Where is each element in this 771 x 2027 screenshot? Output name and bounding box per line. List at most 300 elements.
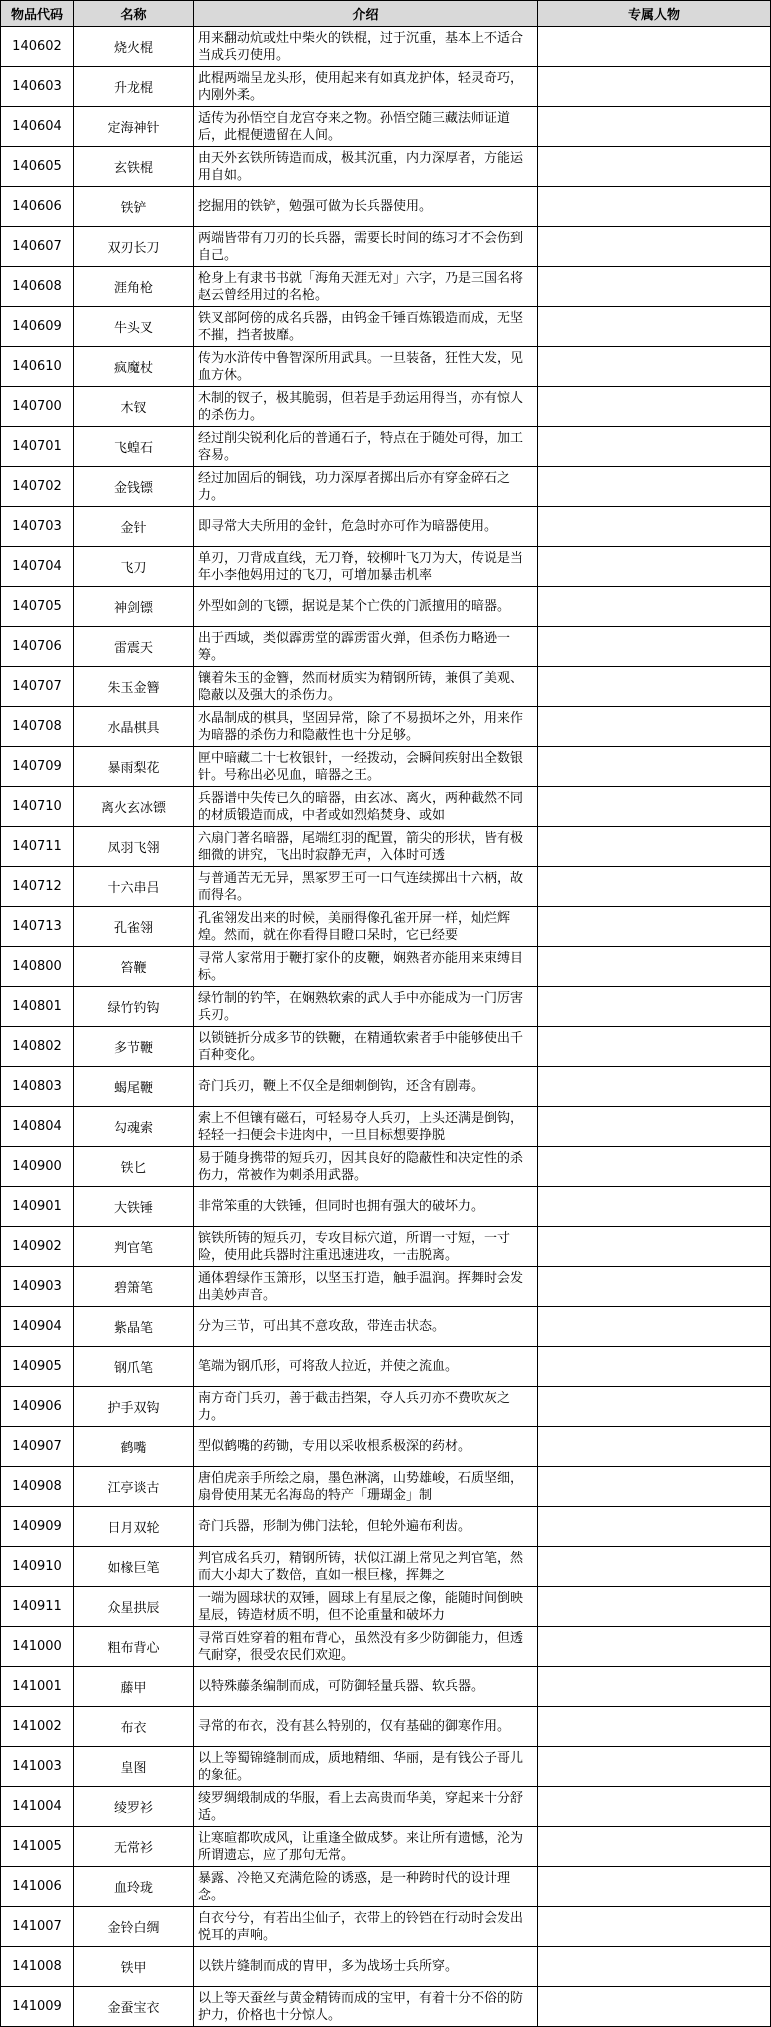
item-name-cell: 玄铁棍 xyxy=(74,147,194,187)
item-code-cell: 141005 xyxy=(1,1827,74,1867)
item-desc-cell xyxy=(194,1027,538,1067)
item-desc-text: 此棍两端呈龙头形，使用起来有如真龙护体，轻灵奇巧，内刚外柔。 xyxy=(198,70,524,103)
table-row xyxy=(1,1067,771,1107)
table-row xyxy=(1,1867,771,1907)
item-owner-cell xyxy=(538,1587,771,1627)
item-owner-cell xyxy=(538,867,771,907)
item-desc-cell xyxy=(194,867,538,907)
item-desc-text: 即寻常大夫所用的金针，危急时亦可作为暗器使用。 xyxy=(198,519,498,534)
item-code-cell: 140710 xyxy=(1,787,74,827)
header-desc: 介绍 xyxy=(194,1,538,27)
item-owner-cell xyxy=(538,507,771,547)
item-name-cell: 众星拱辰 xyxy=(74,1587,194,1627)
table-row xyxy=(1,1827,771,1867)
table-row xyxy=(1,1627,771,1667)
item-desc-text: 两端皆带有刀刃的长兵器，需要长时间的练习才不会伤到自己。 xyxy=(198,230,524,263)
item-name-cell: 蝎尾鞭 xyxy=(74,1067,194,1107)
item-name-cell: 飞蝗石 xyxy=(74,427,194,467)
table-row xyxy=(1,1987,771,2027)
item-desc-cell xyxy=(194,1067,538,1107)
table-row xyxy=(1,867,771,907)
item-desc-cell xyxy=(194,1947,538,1987)
item-code-cell: 141008 xyxy=(1,1947,74,1987)
table-row xyxy=(1,267,771,307)
item-name-cell: 绿竹钓钩 xyxy=(74,987,194,1027)
item-name-cell: 牛头叉 xyxy=(74,307,194,347)
item-desc-cell xyxy=(194,1347,538,1387)
item-name-cell: 暴雨梨花 xyxy=(74,747,194,787)
table-row xyxy=(1,67,771,107)
item-desc-text: 镔铁所铸的短兵刃，专攻目标穴道，所谓一寸短，一寸险，使用此兵器时注重迅速进攻，一击脱离。 xyxy=(198,1230,511,1263)
item-code-cell: 140709 xyxy=(1,747,74,787)
item-name-cell: 金铃白绸 xyxy=(74,1907,194,1947)
item-owner-cell xyxy=(538,947,771,987)
item-desc-text: 兵器谱中失传已久的暗器，由玄冰、离火，两种截然不同的材质锻造而成，中者或如烈焰焚身、或如 xyxy=(198,790,524,823)
item-desc-cell xyxy=(194,627,538,667)
table-row xyxy=(1,227,771,267)
item-code-cell: 140602 xyxy=(1,27,74,67)
item-code-cell: 140903 xyxy=(1,1267,74,1307)
item-name-cell: 无常衫 xyxy=(74,1827,194,1867)
item-code-cell: 140712 xyxy=(1,867,74,907)
item-desc-cell xyxy=(194,67,538,107)
item-desc-text: 暴露、冷艳又充满危险的诱惑，是一种跨时代的设计理念。 xyxy=(198,1870,511,1903)
item-desc-cell xyxy=(194,1627,538,1667)
item-desc-text: 出于西域，类似霹雳堂的霹雳雷火弹，但杀伤力略逊一筹。 xyxy=(198,630,511,663)
item-desc-cell xyxy=(194,1907,538,1947)
item-desc-text: 枪身上有隶书书就「海角天涯无对」六字，乃是三国名将赵云曾经用过的名枪。 xyxy=(198,270,524,303)
item-desc-text: 寻常百姓穿着的粗布背心，虽然没有多少防御能力，但透气耐穿，很受农民们欢迎。 xyxy=(198,1630,524,1663)
item-code-cell: 141007 xyxy=(1,1907,74,1947)
item-name-cell: 大铁锤 xyxy=(74,1187,194,1227)
item-code-cell: 140700 xyxy=(1,387,74,427)
item-owner-cell xyxy=(538,1747,771,1787)
item-owner-cell xyxy=(538,1867,771,1907)
table-row xyxy=(1,787,771,827)
item-code-cell: 140905 xyxy=(1,1347,74,1387)
item-code-cell: 140910 xyxy=(1,1547,74,1587)
item-desc-cell xyxy=(194,1427,538,1467)
item-name-cell: 布衣 xyxy=(74,1707,194,1747)
item-desc-cell xyxy=(194,1467,538,1507)
item-desc-text: 绿竹制的钓竿，在娴熟软索的武人手中亦能成为一门厉害兵刃。 xyxy=(198,990,524,1023)
item-name-cell: 皇图 xyxy=(74,1747,194,1787)
item-desc-text: 寻常的布衣，没有甚么特别的，仅有基础的御寒作用。 xyxy=(198,1719,511,1734)
item-owner-cell xyxy=(538,1027,771,1067)
item-name-cell: 钢爪笔 xyxy=(74,1347,194,1387)
item-desc-cell xyxy=(194,1147,538,1187)
item-name-cell: 雷震天 xyxy=(74,627,194,667)
item-desc-cell xyxy=(194,107,538,147)
item-owner-cell xyxy=(538,227,771,267)
item-name-cell: 护手双钩 xyxy=(74,1387,194,1427)
item-code-cell: 140605 xyxy=(1,147,74,187)
item-code-cell: 141001 xyxy=(1,1667,74,1707)
item-desc-text: 笔端为钢爪形，可将敌人拉近，并使之流血。 xyxy=(198,1359,459,1374)
item-code-cell: 140705 xyxy=(1,587,74,627)
item-owner-cell xyxy=(538,827,771,867)
header-name: 名称 xyxy=(74,1,194,27)
table-row xyxy=(1,547,771,587)
table-row xyxy=(1,107,771,147)
item-desc-text: 非常笨重的大铁锤，但同时也拥有强大的破坏力。 xyxy=(198,1199,485,1214)
table-row xyxy=(1,1667,771,1707)
item-desc-cell xyxy=(194,587,538,627)
item-owner-cell xyxy=(538,987,771,1027)
item-desc-cell xyxy=(194,27,538,67)
item-name-cell: 日月双轮 xyxy=(74,1507,194,1547)
item-code-cell: 140803 xyxy=(1,1067,74,1107)
item-desc-cell xyxy=(194,347,538,387)
table-row xyxy=(1,1747,771,1787)
item-name-cell: 木钗 xyxy=(74,387,194,427)
item-owner-cell xyxy=(538,787,771,827)
item-desc-text: 以上等蜀锦缝制而成，质地精细、华丽，是有钱公子哥儿的象征。 xyxy=(198,1750,524,1783)
item-code-cell: 141000 xyxy=(1,1627,74,1667)
item-code-cell: 140702 xyxy=(1,467,74,507)
item-code-cell: 140706 xyxy=(1,627,74,667)
item-desc-text: 以上等天蚕丝与黄金精铸而成的宝甲，有着十分不俗的防护力，价格也十分惊人。 xyxy=(198,1990,524,2023)
table-row xyxy=(1,427,771,467)
item-name-cell: 判官笔 xyxy=(74,1227,194,1267)
item-desc-text: 一端为圆球状的双锤，圆球上有星辰之像，能随时间倒映星辰，铸造材质不明，但不论重量和破坏力 xyxy=(198,1590,524,1623)
item-desc-cell xyxy=(194,1107,538,1147)
item-owner-cell xyxy=(538,1947,771,1987)
item-desc-cell xyxy=(194,1827,538,1867)
item-code-cell: 141003 xyxy=(1,1747,74,1787)
header-owner: 专属人物 xyxy=(538,1,771,27)
item-owner-cell xyxy=(538,747,771,787)
item-code-cell: 140911 xyxy=(1,1587,74,1627)
item-code-cell: 140802 xyxy=(1,1027,74,1067)
table-row xyxy=(1,307,771,347)
item-desc-cell xyxy=(194,227,538,267)
table-row xyxy=(1,587,771,627)
item-desc-cell xyxy=(194,1987,538,2027)
item-owner-cell xyxy=(538,1427,771,1467)
item-owner-cell xyxy=(538,1267,771,1307)
item-desc-cell xyxy=(194,467,538,507)
item-name-cell: 粗布背心 xyxy=(74,1627,194,1667)
item-desc-text: 型似鹤嘴的药锄，专用以采收根系极深的药材。 xyxy=(198,1439,472,1454)
item-owner-cell xyxy=(538,387,771,427)
item-name-cell: 江亭谈古 xyxy=(74,1467,194,1507)
item-desc-cell xyxy=(194,147,538,187)
item-owner-cell xyxy=(538,267,771,307)
item-owner-cell xyxy=(538,187,771,227)
item-name-cell: 双刃长刀 xyxy=(74,227,194,267)
item-name-cell: 鹤嘴 xyxy=(74,1427,194,1467)
item-desc-text: 寻常人家常用于鞭打家仆的皮鞭，娴熟者亦能用来束缚目标。 xyxy=(198,950,524,983)
item-owner-cell xyxy=(538,707,771,747)
item-desc-cell xyxy=(194,547,538,587)
item-desc-cell xyxy=(194,187,538,227)
item-owner-cell xyxy=(538,1467,771,1507)
table-row xyxy=(1,1107,771,1147)
item-desc-text: 匣中暗藏二十七枚银针，一经拨动，会瞬间疾射出全数银针。号称出必见血，暗器之王。 xyxy=(198,750,524,783)
item-code-cell: 140901 xyxy=(1,1187,74,1227)
table-row xyxy=(1,627,771,667)
item-name-cell: 金针 xyxy=(74,507,194,547)
table-row xyxy=(1,187,771,227)
item-desc-text: 传为水浒传中鲁智深所用武具。一旦装备，狂性大发，见血方休。 xyxy=(198,350,524,383)
item-owner-cell xyxy=(538,1307,771,1347)
table-row xyxy=(1,507,771,547)
item-desc-cell xyxy=(194,947,538,987)
item-owner-cell xyxy=(538,667,771,707)
table-row xyxy=(1,1147,771,1187)
item-name-cell: 水晶棋具 xyxy=(74,707,194,747)
table-row xyxy=(1,1267,771,1307)
item-code-cell: 140610 xyxy=(1,347,74,387)
table-row xyxy=(1,1027,771,1067)
item-owner-cell xyxy=(538,1387,771,1427)
table-body xyxy=(1,27,771,2027)
item-name-cell: 涯角枪 xyxy=(74,267,194,307)
item-name-cell: 离火玄冰镖 xyxy=(74,787,194,827)
item-code-cell: 140906 xyxy=(1,1387,74,1427)
item-desc-cell xyxy=(194,1267,538,1307)
item-desc-text: 奇门兵刃，鞭上不仅全是细刺倒钩，还含有剧毒。 xyxy=(198,1079,485,1094)
item-code-cell: 141004 xyxy=(1,1787,74,1827)
item-code-cell: 141006 xyxy=(1,1867,74,1907)
table-row xyxy=(1,1387,771,1427)
item-desc-text: 孔雀翎发出来的时候，美丽得像孔雀开屏一样，灿烂辉煌。然而，就在你看得目瞪口呆时，它已经要 xyxy=(198,910,511,943)
item-owner-cell xyxy=(538,1507,771,1547)
item-desc-text: 以特殊藤条编制而成，可防御轻量兵器、软兵器。 xyxy=(198,1679,485,1694)
item-desc-text: 水晶制成的棋具，坚固异常，除了不易损坏之外，用来作为暗器的杀伤力和隐蔽性也十分足够。 xyxy=(198,710,524,743)
item-desc-cell xyxy=(194,307,538,347)
item-owner-cell xyxy=(538,1907,771,1947)
item-code-cell: 140604 xyxy=(1,107,74,147)
header-code: 物品代码 xyxy=(1,1,74,27)
item-desc-text: 挖掘用的铁铲，勉强可做为长兵器使用。 xyxy=(198,199,433,214)
item-desc-text: 用来翻动炕或灶中柴火的铁棍，过于沉重，基本上不适合当成兵刃使用。 xyxy=(198,30,524,63)
table-row xyxy=(1,947,771,987)
item-code-cell: 140704 xyxy=(1,547,74,587)
item-desc-cell xyxy=(194,987,538,1027)
table-row xyxy=(1,707,771,747)
item-desc-cell xyxy=(194,667,538,707)
item-owner-cell xyxy=(538,147,771,187)
item-desc-text: 木制的钗子，极其脆弱，但若是手劲运用得当，亦有惊人的杀伤力。 xyxy=(198,390,524,423)
item-desc-cell xyxy=(194,1387,538,1427)
item-owner-cell xyxy=(538,907,771,947)
table-row xyxy=(1,147,771,187)
item-desc-text: 通体碧绿作玉箫形，以坚玉打造，触手温润。挥舞时会发出美妙声音。 xyxy=(198,1270,524,1303)
item-code-cell: 140904 xyxy=(1,1307,74,1347)
item-desc-text: 绫罗绸缎制成的华服，看上去高贵而华美，穿起来十分舒适。 xyxy=(198,1790,524,1823)
item-desc-text: 让寒暄都吹成风，让重逢全做成梦。来让所有遗憾，沦为所谓遗忘，应了那句无常。 xyxy=(198,1830,524,1863)
table-row xyxy=(1,1307,771,1347)
item-desc-text: 经过削尖锐利化后的普通石子，特点在于随处可得，加工容易。 xyxy=(198,430,524,463)
item-owner-cell xyxy=(538,307,771,347)
item-owner-cell xyxy=(538,1347,771,1387)
item-desc-cell xyxy=(194,1667,538,1707)
item-code-cell: 140708 xyxy=(1,707,74,747)
item-owner-cell xyxy=(538,1827,771,1867)
item-code-cell: 140907 xyxy=(1,1427,74,1467)
item-owner-cell xyxy=(538,1707,771,1747)
item-desc-text: 南方奇门兵刃，善于截击挡架，夺人兵刃亦不费吹灰之力。 xyxy=(198,1390,511,1423)
item-desc-cell xyxy=(194,427,538,467)
table-row xyxy=(1,667,771,707)
item-code-cell: 140909 xyxy=(1,1507,74,1547)
header-row xyxy=(1,1,771,27)
item-code-cell: 140603 xyxy=(1,67,74,107)
table-row xyxy=(1,827,771,867)
item-code-cell: 140609 xyxy=(1,307,74,347)
item-name-cell: 铁匕 xyxy=(74,1147,194,1187)
item-desc-cell xyxy=(194,1787,538,1827)
item-name-cell: 金钱镖 xyxy=(74,467,194,507)
item-name-cell: 铁铲 xyxy=(74,187,194,227)
item-name-cell: 如椽巨笔 xyxy=(74,1547,194,1587)
item-name-cell: 定海神针 xyxy=(74,107,194,147)
item-desc-text: 易于随身携带的短兵刃，因其良好的隐蔽性和决定性的杀伤力，常被作为刺杀用武器。 xyxy=(198,1150,524,1183)
item-owner-cell xyxy=(538,1987,771,2027)
table-row xyxy=(1,1227,771,1267)
item-code-cell: 140900 xyxy=(1,1147,74,1187)
item-desc-text: 适传为孙悟空自龙宫夺来之物。孙悟空随三藏法师证道后，此棍便遗留在人间。 xyxy=(198,110,511,143)
table-row xyxy=(1,1707,771,1747)
item-code-cell: 140902 xyxy=(1,1227,74,1267)
item-desc-text: 以铁片缝制而成的胄甲，多为战场士兵所穿。 xyxy=(198,1959,459,1974)
item-name-cell: 勾魂索 xyxy=(74,1107,194,1147)
item-owner-cell xyxy=(538,1187,771,1227)
item-owner-cell xyxy=(538,27,771,67)
item-name-cell: 多节鞭 xyxy=(74,1027,194,1067)
item-desc-text: 单刃，刀背成直线，无刀脊，较柳叶飞刀为大，传说是当年小李他妈用过的飞刀，可增加暴击机率 xyxy=(198,550,524,583)
item-owner-cell xyxy=(538,427,771,467)
item-desc-text: 镶着朱玉的金簪，然而材质实为精钢所铸，兼俱了美观、隐蔽以及强大的杀伤力。 xyxy=(198,670,524,703)
item-desc-cell xyxy=(194,1547,538,1587)
item-desc-cell xyxy=(194,1747,538,1787)
item-desc-text: 判官成名兵刃，精钢所铸，状似江湖上常见之判官笔，然而大小却大了数倍，直如一根巨椽，挥舞之 xyxy=(198,1550,524,1583)
item-code-cell: 140908 xyxy=(1,1467,74,1507)
table-row xyxy=(1,1347,771,1387)
item-code-cell: 141009 xyxy=(1,1987,74,2027)
table-row xyxy=(1,387,771,427)
item-desc-text: 铁叉部阿傍的成名兵器，由钨金千锤百炼锻造而成，无坚不摧，挡者披靡。 xyxy=(198,310,524,343)
table-row xyxy=(1,467,771,507)
item-name-cell: 碧箫笔 xyxy=(74,1267,194,1307)
item-owner-cell xyxy=(538,1547,771,1587)
item-desc-text: 与普通苦无无异，黑冢罗王可一口气连续掷出十六柄，故而得名。 xyxy=(198,870,524,903)
item-owner-cell xyxy=(538,587,771,627)
item-code-cell: 140608 xyxy=(1,267,74,307)
item-desc-cell xyxy=(194,1187,538,1227)
item-desc-cell xyxy=(194,1587,538,1627)
table-row xyxy=(1,1947,771,1987)
item-desc-cell xyxy=(194,387,538,427)
item-name-cell: 疯魔杖 xyxy=(74,347,194,387)
item-name-cell: 孔雀翎 xyxy=(74,907,194,947)
table-row xyxy=(1,27,771,67)
item-name-cell: 升龙棍 xyxy=(74,67,194,107)
table-row xyxy=(1,1187,771,1227)
item-desc-text: 分为三节，可出其不意攻敌，带连击状态。 xyxy=(198,1319,446,1334)
item-code-cell: 140804 xyxy=(1,1107,74,1147)
table-row xyxy=(1,987,771,1027)
item-desc-text: 奇门兵器，形制为佛门法轮，但轮外遍布利齿。 xyxy=(198,1519,472,1534)
item-desc-cell xyxy=(194,267,538,307)
item-owner-cell xyxy=(538,107,771,147)
item-code-cell: 140800 xyxy=(1,947,74,987)
item-name-cell: 烧火棍 xyxy=(74,27,194,67)
item-name-cell: 血玲珑 xyxy=(74,1867,194,1907)
item-desc-text: 六扇门著名暗器，尾端红羽的配置，箭尖的形状，皆有极细微的讲究，飞出时寂静无声，入体时可透 xyxy=(198,830,524,863)
item-name-cell: 紫晶笔 xyxy=(74,1307,194,1347)
item-desc-text: 白衣兮兮，有若出尘仙子，衣带上的铃铛在行动时会发出悦耳的声响。 xyxy=(198,1910,524,1943)
item-desc-text: 由天外玄铁所铸造而成，极其沉重，内力深厚者，方能运用自如。 xyxy=(198,150,524,183)
table-row xyxy=(1,747,771,787)
table-row xyxy=(1,1427,771,1467)
item-desc-text: 以锁链折分成多节的铁鞭，在精通软索者手中能够使出千百种变化。 xyxy=(198,1030,524,1063)
item-desc-cell xyxy=(194,1867,538,1907)
table-row xyxy=(1,1547,771,1587)
item-code-cell: 140606 xyxy=(1,187,74,227)
item-code-cell: 140701 xyxy=(1,427,74,467)
item-name-cell: 朱玉金簪 xyxy=(74,667,194,707)
table-row xyxy=(1,907,771,947)
item-owner-cell xyxy=(538,467,771,507)
item-code-cell: 141002 xyxy=(1,1707,74,1747)
item-desc-cell xyxy=(194,787,538,827)
table-row xyxy=(1,347,771,387)
item-desc-cell xyxy=(194,907,538,947)
table-row xyxy=(1,1507,771,1547)
item-code-cell: 140707 xyxy=(1,667,74,707)
item-desc-cell xyxy=(194,1227,538,1267)
item-desc-cell xyxy=(194,507,538,547)
item-owner-cell xyxy=(538,67,771,107)
item-owner-cell xyxy=(538,1147,771,1187)
table-row xyxy=(1,1787,771,1827)
item-desc-cell xyxy=(194,747,538,787)
item-owner-cell xyxy=(538,347,771,387)
item-code-cell: 140703 xyxy=(1,507,74,547)
item-desc-cell xyxy=(194,1307,538,1347)
item-desc-cell xyxy=(194,827,538,867)
item-name-cell: 铁甲 xyxy=(74,1947,194,1987)
item-name-cell: 飞刀 xyxy=(74,547,194,587)
item-desc-cell xyxy=(194,1507,538,1547)
item-name-cell: 凤羽飞翎 xyxy=(74,827,194,867)
item-name-cell: 藤甲 xyxy=(74,1667,194,1707)
item-owner-cell xyxy=(538,1667,771,1707)
item-desc-text: 索上不但镶有磁石，可轻易夺人兵刃，上头还满是倒钩，轻轻一扫便会卡进肉中，一旦目标想要挣脱 xyxy=(198,1110,524,1143)
item-desc-text: 外型如剑的飞镖，据说是某个亡佚的门派擅用的暗器。 xyxy=(198,599,511,614)
item-name-cell: 金蚕宝衣 xyxy=(74,1987,194,2027)
item-name-cell: 笞鞭 xyxy=(74,947,194,987)
item-owner-cell xyxy=(538,547,771,587)
item-name-cell: 绫罗衫 xyxy=(74,1787,194,1827)
item-owner-cell xyxy=(538,1227,771,1267)
item-name-cell: 十六串吕 xyxy=(74,867,194,907)
table-row xyxy=(1,1467,771,1507)
item-owner-cell xyxy=(538,1067,771,1107)
table-row xyxy=(1,1587,771,1627)
item-code-cell: 140607 xyxy=(1,227,74,267)
item-owner-cell xyxy=(538,1627,771,1667)
item-desc-text: 经过加固后的铜钱，功力深厚者掷出后亦有穿金碎石之力。 xyxy=(198,470,511,503)
item-owner-cell xyxy=(538,1107,771,1147)
item-name-cell: 神剑镖 xyxy=(74,587,194,627)
item-code-cell: 140711 xyxy=(1,827,74,867)
item-owner-cell xyxy=(538,1787,771,1827)
item-code-cell: 140713 xyxy=(1,907,74,947)
